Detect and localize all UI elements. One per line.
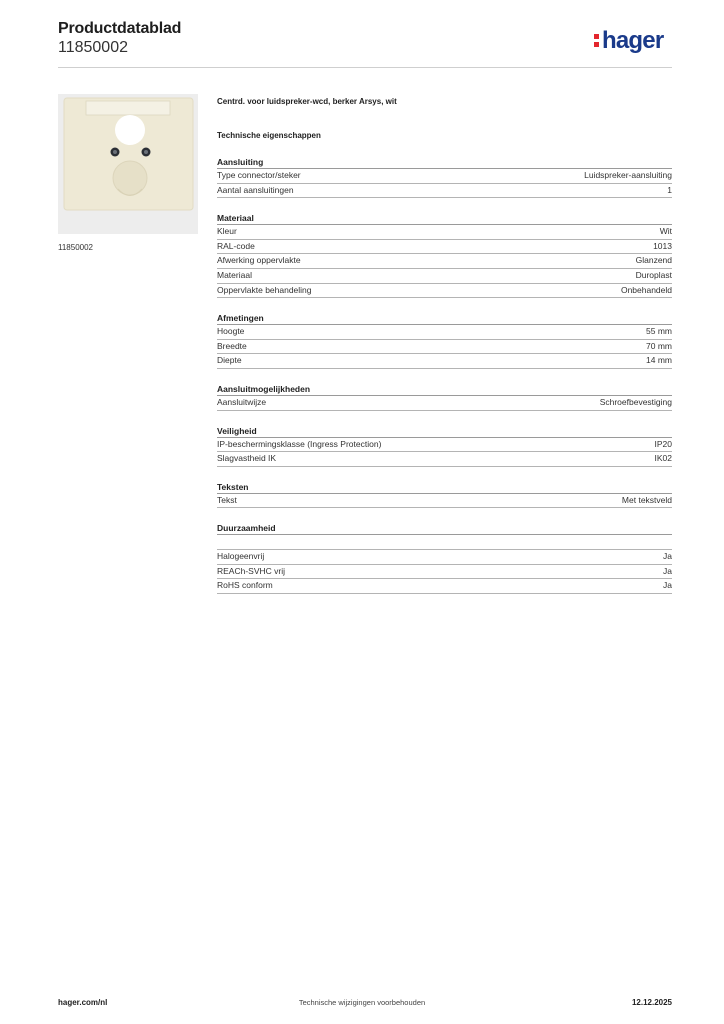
spec-row: [217, 550, 672, 565]
spec-row: [217, 169, 672, 184]
section-heading: Materiaal: [217, 212, 672, 225]
spec-label: Slagvastheid IK: [217, 453, 277, 464]
spec-value: Ja: [663, 580, 672, 591]
spec-label: Halogeenvrij: [217, 550, 265, 561]
spec-row: [217, 396, 672, 411]
spec-content: [217, 96, 672, 594]
spec-value: Met tekstveld: [621, 494, 672, 505]
spec-value: Ja: [663, 565, 672, 576]
logo-colon-icon: [594, 30, 602, 50]
spec-value: 14 mm: [646, 355, 672, 366]
spec-section: [217, 522, 672, 593]
spec-value: IK02: [654, 453, 672, 464]
spec-row: [217, 535, 672, 550]
spec-label: Hoogte: [217, 326, 245, 337]
spec-label: REACh-SVHC vrij: [217, 565, 286, 576]
cover-plate-icon: [58, 94, 198, 234]
section-heading: Duurzaamheid: [217, 522, 672, 535]
spec-value: Onbehandeld: [620, 284, 672, 295]
product-number: 11850002: [58, 39, 128, 56]
spec-label: Breedte: [217, 340, 247, 351]
spec-label: Afwerking oppervlakte: [217, 255, 301, 266]
spec-row: [217, 452, 672, 467]
spec-value: Wit: [659, 226, 672, 237]
spec-value: 1013: [653, 240, 672, 251]
spec-label: IP-beschermingsklasse (Ingress Protection): [217, 438, 382, 449]
spec-label: Aantal aansluitingen: [217, 184, 294, 195]
spec-value: Luidspreker-aansluiting: [584, 170, 672, 180]
spec-value: Glanzend: [635, 255, 672, 266]
spec-section: [217, 383, 672, 411]
spec-row: [217, 325, 672, 340]
spec-row: [217, 240, 672, 255]
spec-value: Duroplast: [635, 269, 672, 280]
header-divider: [58, 67, 672, 68]
logo-text: hager: [602, 27, 664, 54]
spec-value: 70 mm: [646, 340, 672, 351]
spec-value: 1: [667, 184, 672, 195]
page-title: Productdatablad: [58, 20, 182, 37]
spec-value: Schroefbevestiging: [599, 396, 672, 407]
spec-label: Type connector/steker: [217, 170, 301, 180]
spec-label: Diepte: [217, 355, 242, 366]
footer-date: 12.12.2025: [631, 998, 672, 1007]
section-heading: Teksten: [217, 481, 672, 494]
spec-row: [217, 579, 672, 594]
spec-row: [217, 494, 672, 509]
section-heading: Afmetingen: [217, 312, 672, 325]
footer-disclaimer: Technische wijzigingen voorbehouden: [298, 998, 426, 1007]
spec-section: [217, 425, 672, 467]
spec-value: Ja: [663, 550, 672, 561]
spec-label: Tekst: [217, 494, 237, 505]
spec-row: [217, 565, 672, 580]
footer-website: hager.com/nl: [58, 998, 108, 1007]
spec-label: Materiaal: [217, 269, 252, 280]
section-heading: Veiligheid: [217, 425, 672, 438]
product-image: [58, 94, 198, 234]
spec-row: [217, 354, 672, 369]
spec-section: [217, 212, 672, 298]
spec-row: [217, 225, 672, 240]
section-heading: Aansluiting: [217, 156, 672, 169]
spec-label: Aansluitwijze: [217, 396, 267, 407]
spec-label: Kleur: [217, 226, 237, 237]
spec-label: Oppervlakte behandeling: [217, 284, 312, 295]
spec-section: [217, 156, 672, 198]
spec-row: [217, 438, 672, 453]
product-description: Centrd. voor luidspreker-wcd, berker Arsys, wit: [217, 97, 397, 106]
spec-label: RAL-code: [217, 240, 255, 251]
spec-row: [217, 269, 672, 284]
spec-row: [217, 254, 672, 269]
image-caption: 11850002: [58, 243, 93, 252]
spec-label: RoHS conform: [217, 580, 273, 591]
spec-row: [217, 340, 672, 355]
hager-logo: [594, 26, 663, 56]
section-heading: Aansluitmogelijkheden: [217, 383, 672, 396]
spec-section: [217, 312, 672, 369]
spec-value: IP20: [654, 438, 672, 449]
spec-value: 55 mm: [646, 326, 672, 337]
spec-row: [217, 184, 672, 199]
spec-row: [217, 284, 672, 299]
spec-section: [217, 481, 672, 509]
spec-sections: [217, 156, 672, 594]
technical-properties-heading: Technische eigenschappen: [217, 131, 321, 140]
